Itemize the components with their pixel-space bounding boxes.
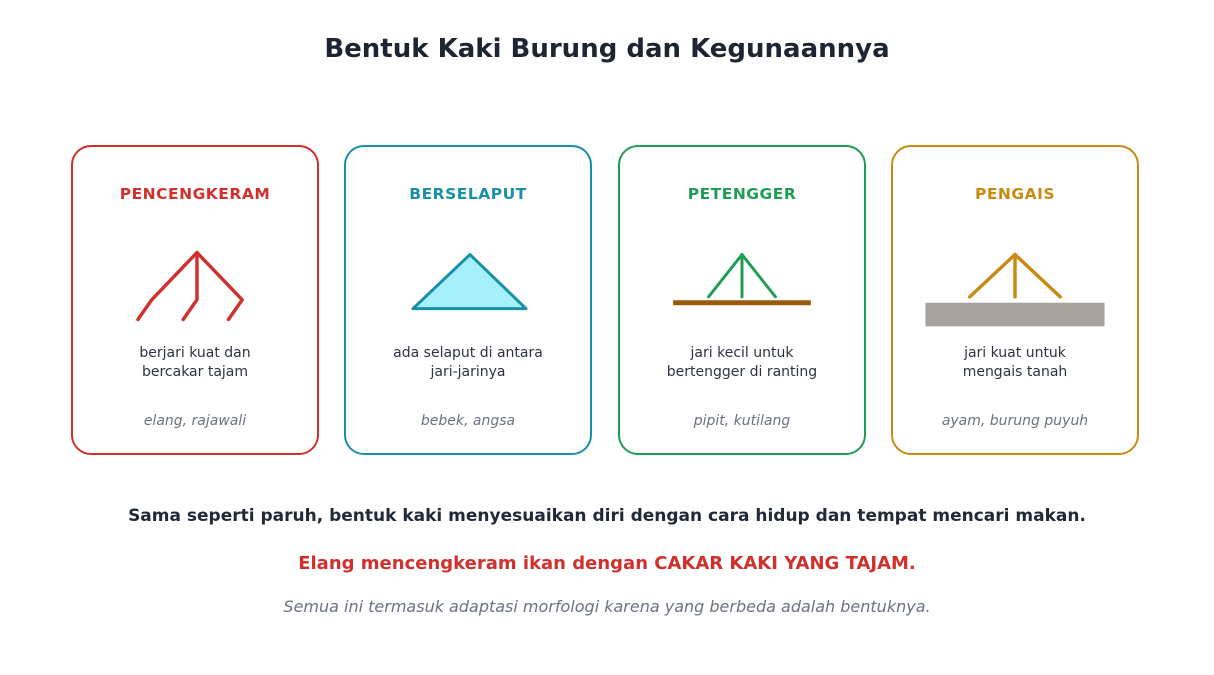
grasping-claw-icon <box>73 242 317 332</box>
card-pengais <box>891 145 1139 455</box>
summary-text: Sama seperti paruh, bentuk kaki menyesuaikan diri dengan cara hidup dan tempat mencari makan. <box>128 506 1086 526</box>
card-example: pipit, kutilang <box>693 413 791 429</box>
card-example: ayam, burung puyuh <box>941 413 1089 429</box>
card-description: berjari kuat dan bercakar tajam <box>139 345 251 380</box>
card-title: BERSELAPUT <box>409 185 527 203</box>
card-title: PETENGGER <box>687 185 797 203</box>
perching-foot-icon <box>620 242 864 332</box>
card-description: jari kuat untuk mengais tanah <box>962 345 1068 380</box>
ground <box>925 303 1104 327</box>
scratching-foot-icon <box>893 242 1137 332</box>
card-petengger <box>618 145 866 455</box>
card-example: elang, rajawali <box>143 413 247 429</box>
card-description: jari kecil untuk bertengger di ranting <box>666 345 818 380</box>
webbed-foot-icon <box>346 242 590 332</box>
note-text: Semua ini termasuk adaptasi morfologi karena yang berbeda adalah bentuknya. <box>283 597 931 616</box>
card-example: bebek, angsa <box>420 413 516 429</box>
card-title: PENCENGKERAM <box>119 185 271 203</box>
card-description: ada selaput di antara jari-jarinya <box>393 345 543 380</box>
highlight-text: Elang mencengkeram ikan dengan CAKAR KAKI YANG TAJAM. <box>298 553 916 574</box>
card-berselaput <box>344 145 592 455</box>
page-title: Bentuk Kaki Burung dan Kegunaannya <box>324 34 890 64</box>
card-title: PENGAIS <box>974 185 1056 203</box>
card-pencengkeram <box>71 145 319 455</box>
